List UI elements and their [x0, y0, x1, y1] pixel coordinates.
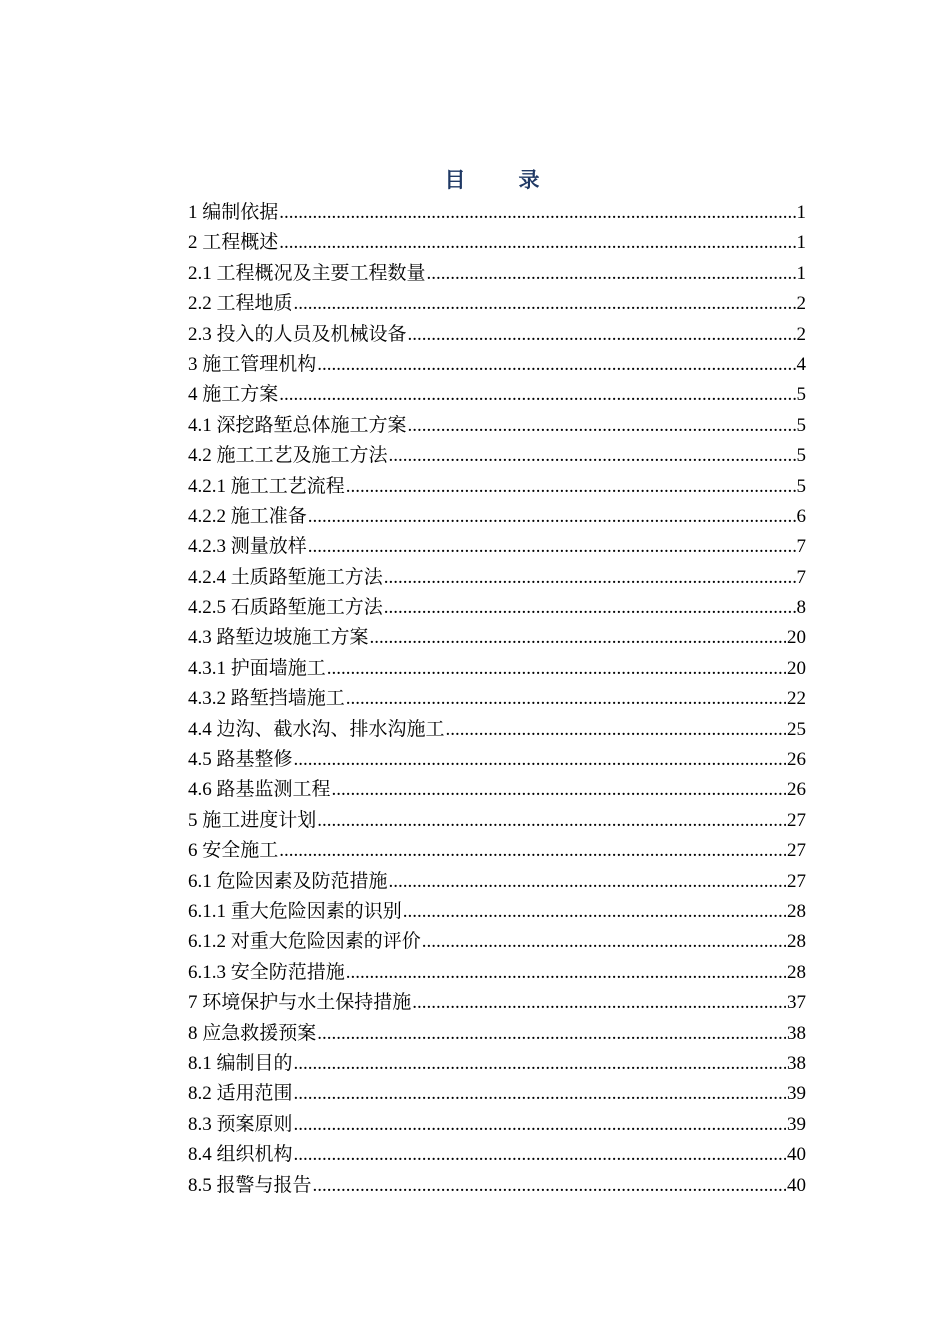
toc-entry[interactable] [188, 593, 806, 623]
toc-dot-leader [422, 927, 786, 957]
toc-entry[interactable] [188, 775, 806, 805]
toc-dot-leader [317, 1019, 786, 1049]
toc-dot-leader [403, 897, 786, 927]
toc-entry-label: 2.2 工程地质 [188, 293, 293, 315]
toc-entry-page-number: 26 [787, 779, 806, 801]
toc-entry-page-number: 8 [796, 597, 806, 619]
toc-entry[interactable] [188, 958, 806, 988]
toc-dot-leader [308, 532, 796, 562]
toc-entry-label: 4.3.2 路堑挡墙施工 [188, 688, 345, 710]
toc-entry-label: 3 施工管理机构 [188, 353, 317, 375]
toc-entry-label: 7 环境保护与水土保持措施 [188, 992, 412, 1014]
toc-entry-page-number: 5 [796, 445, 806, 467]
toc-entry-label: 8.1 编制目的 [188, 1052, 293, 1074]
toc-list [188, 198, 806, 1201]
toc-dot-leader [317, 350, 795, 380]
toc-entry-label: 8.4 组织机构 [188, 1144, 293, 1166]
toc-entry[interactable] [188, 259, 806, 289]
toc-entry-page-number: 27 [787, 809, 806, 831]
toc-dot-leader [294, 289, 796, 319]
toc-entry-page-number: 27 [787, 840, 806, 862]
toc-dot-leader [279, 228, 795, 258]
toc-entry[interactable] [188, 684, 806, 714]
toc-entry[interactable] [188, 897, 806, 927]
toc-entry-label: 6.1.3 安全防范措施 [188, 961, 345, 983]
toc-entry-page-number: 20 [787, 657, 806, 679]
toc-entry[interactable] [188, 472, 806, 502]
toc-entry[interactable] [188, 1110, 806, 1140]
toc-entry-label: 6.1.1 重大危险因素的识别 [188, 900, 402, 922]
toc-dot-leader [389, 441, 796, 471]
toc-entry-page-number: 4 [796, 353, 806, 375]
toc-entry[interactable] [188, 380, 806, 410]
toc-entry-page-number: 5 [796, 475, 806, 497]
toc-entry-label: 4.2.5 石质路堑施工方法 [188, 597, 383, 619]
toc-entry-page-number: 26 [787, 749, 806, 771]
toc-entry[interactable] [188, 289, 806, 319]
toc-dot-leader [327, 654, 786, 684]
toc-dot-leader [308, 502, 796, 532]
toc-entry[interactable] [188, 927, 806, 957]
toc-entry-page-number: 2 [796, 323, 806, 345]
toc-entry-page-number: 38 [787, 1022, 806, 1044]
toc-entry-label: 2 工程概述 [188, 232, 279, 254]
toc-entry-page-number: 38 [787, 1052, 806, 1074]
toc-entry[interactable] [188, 1140, 806, 1170]
toc-dot-leader [294, 1140, 786, 1170]
toc-dot-leader [370, 623, 786, 653]
toc-entry[interactable] [188, 350, 806, 380]
toc-dot-leader [332, 775, 786, 805]
toc-entry[interactable] [188, 745, 806, 775]
toc-dot-leader [408, 411, 796, 441]
toc-entry-page-number: 39 [787, 1113, 806, 1135]
toc-title [0, 166, 950, 194]
toc-entry[interactable] [188, 563, 806, 593]
toc-entry-page-number: 39 [787, 1083, 806, 1105]
toc-entry[interactable] [188, 198, 806, 228]
toc-entry-page-number: 25 [787, 718, 806, 740]
toc-entry-label: 4.5 路基整修 [188, 749, 293, 771]
toc-entry-page-number: 6 [796, 505, 806, 527]
toc-entry[interactable] [188, 836, 806, 866]
toc-entry[interactable] [188, 320, 806, 350]
toc-entry-page-number: 28 [787, 900, 806, 922]
toc-dot-leader [346, 472, 796, 502]
toc-entry[interactable] [188, 1171, 806, 1201]
toc-entry-label: 4.3 路堑边坡施工方案 [188, 627, 369, 649]
toc-entry-label: 6.1.2 对重大危险因素的评价 [188, 931, 421, 953]
toc-dot-leader [294, 1079, 786, 1109]
toc-entry[interactable] [188, 411, 806, 441]
toc-entry-page-number: 27 [787, 870, 806, 892]
toc-entry-label: 4.1 深挖路堑总体施工方案 [188, 414, 407, 436]
toc-entry-label: 4.2.2 施工准备 [188, 505, 307, 527]
toc-dot-leader [412, 988, 786, 1018]
toc-entry-page-number: 40 [787, 1144, 806, 1166]
toc-entry[interactable] [188, 502, 806, 532]
toc-entry-page-number: 28 [787, 961, 806, 983]
toc-entry[interactable] [188, 228, 806, 258]
toc-dot-leader [313, 1171, 786, 1201]
toc-dot-leader [279, 380, 795, 410]
toc-dot-leader [446, 715, 786, 745]
toc-entry[interactable] [188, 1049, 806, 1079]
toc-entry[interactable] [188, 654, 806, 684]
toc-dot-leader [346, 958, 786, 988]
toc-entry-page-number: 22 [787, 688, 806, 710]
toc-title-text: 目 录 [444, 168, 556, 192]
toc-entry-label: 1 编制依据 [188, 202, 279, 223]
toc-entry-page-number: 37 [787, 992, 806, 1014]
toc-entry-label: 6.1 危险因素及防范措施 [188, 870, 388, 892]
toc-entry-page-number: 2 [796, 293, 806, 315]
toc-entry-page-number: 1 [796, 202, 806, 223]
toc-dot-leader [427, 259, 796, 289]
toc-entry-page-number: 7 [796, 536, 806, 558]
toc-entry-label: 2.1 工程概况及主要工程数量 [188, 262, 426, 284]
toc-dot-leader [346, 684, 786, 714]
toc-entry-page-number: 7 [796, 566, 806, 588]
toc-entry-label: 4.2.3 测量放样 [188, 536, 307, 558]
toc-entry-label: 4.6 路基监测工程 [188, 779, 331, 801]
toc-entry-label: 8.2 适用范围 [188, 1083, 293, 1105]
toc-entry[interactable] [188, 1019, 806, 1049]
toc-entry[interactable] [188, 715, 806, 745]
toc-entry-page-number: 5 [796, 384, 806, 406]
toc-entry-page-number: 28 [787, 931, 806, 953]
toc-entry-page-number: 1 [796, 262, 806, 284]
toc-dot-leader [317, 806, 786, 836]
toc-entry-label: 4.3.1 护面墙施工 [188, 657, 326, 679]
toc-entry-label: 6 安全施工 [188, 840, 279, 862]
toc-entry-page-number: 1 [796, 232, 806, 254]
toc-dot-leader [294, 745, 786, 775]
toc-entry-page-number: 40 [787, 1174, 806, 1196]
toc-entry[interactable] [188, 1079, 806, 1109]
toc-entry-label: 8.3 预案原则 [188, 1113, 293, 1135]
toc-entry-label: 4.4 边沟、截水沟、排水沟施工 [188, 718, 445, 740]
toc-entry[interactable] [188, 623, 806, 653]
toc-entry-label: 4.2.1 施工工艺流程 [188, 475, 345, 497]
toc-entry-label: 5 施工进度计划 [188, 809, 317, 831]
toc-entry-page-number: 20 [787, 627, 806, 649]
toc-dot-leader [389, 867, 786, 897]
toc-entry[interactable] [188, 532, 806, 562]
toc-entry[interactable] [188, 988, 806, 1018]
toc-entry[interactable] [188, 806, 806, 836]
toc-entry-label: 8 应急救援预案 [188, 1022, 317, 1044]
toc-entry-label: 8.5 报警与报告 [188, 1174, 312, 1196]
toc-dot-leader [279, 836, 786, 866]
toc-dot-leader [279, 198, 795, 228]
toc-entry-label: 4.2.4 土质路堑施工方法 [188, 566, 383, 588]
toc-entry-label: 2.3 投入的人员及机械设备 [188, 323, 407, 345]
toc-dot-leader [294, 1049, 786, 1079]
toc-dot-leader [384, 563, 796, 593]
toc-dot-leader [408, 320, 796, 350]
toc-dot-leader [384, 593, 796, 623]
toc-entry[interactable] [188, 441, 806, 471]
toc-entry[interactable] [188, 867, 806, 897]
toc-entry-label: 4 施工方案 [188, 384, 279, 406]
toc-entry-page-number: 5 [796, 414, 806, 436]
toc-dot-leader [294, 1110, 786, 1140]
toc-entry-label: 4.2 施工工艺及施工方法 [188, 445, 388, 467]
